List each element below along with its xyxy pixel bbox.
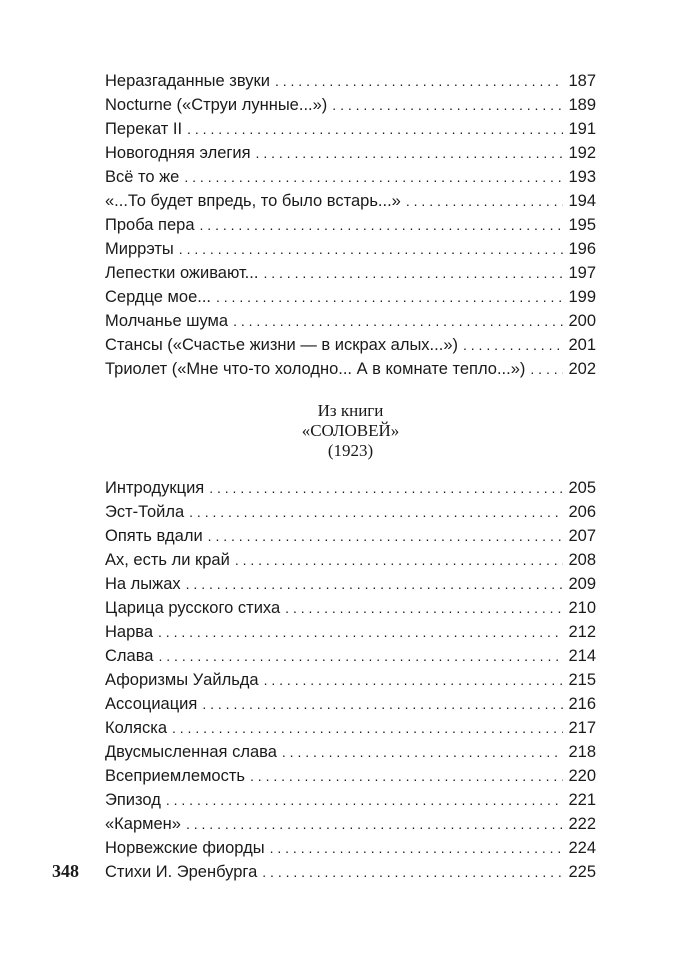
toc-entry (105, 836, 596, 860)
toc-entry-page: 222 (568, 815, 596, 833)
dot-leader (186, 572, 563, 596)
toc-entry-page: 208 (568, 551, 596, 569)
toc-entry-page: 220 (568, 767, 596, 785)
toc-entry-title: Новогодняя элегия (105, 144, 251, 162)
toc-entry-page: 205 (568, 479, 596, 497)
dot-leader (209, 476, 563, 500)
dot-leader (270, 836, 563, 860)
toc-entry-title: «Кармен» (105, 815, 181, 833)
toc-entry (105, 572, 596, 596)
dot-leader (172, 716, 563, 740)
toc-entry-title: Триолет («Мне что-то холодно... А в комнате тепло...») (105, 360, 526, 378)
toc-entry-title: Всеприемлемость (105, 767, 246, 785)
toc-entry-page: 200 (568, 312, 596, 330)
toc-entry (105, 237, 596, 261)
toc-entry-page: 214 (568, 647, 596, 665)
toc-entry-title: Миррэты (105, 240, 174, 258)
toc-entry (105, 812, 596, 836)
toc-entry-title: Nocturne («Струи лунные...») (105, 96, 328, 114)
dot-leader (530, 357, 563, 381)
toc-entry (105, 213, 596, 237)
dot-leader (187, 117, 563, 141)
toc-entry-title: Молчанье шума (105, 312, 229, 330)
dot-leader (250, 764, 563, 788)
toc-entry-title: Афоризмы Уайльда (105, 671, 259, 689)
toc-entry (105, 93, 596, 117)
toc-entry-title: Эст-Тойла (105, 503, 185, 521)
dot-leader (184, 165, 563, 189)
toc-entry (105, 69, 596, 93)
toc-entry (105, 500, 596, 524)
dot-leader (282, 740, 563, 764)
section-heading-line: Из книги (317, 401, 384, 420)
dot-leader (216, 285, 563, 309)
toc-entry-title: Ах, есть ли край (105, 551, 230, 569)
toc-entry-title: Двусмысленная слава (105, 743, 277, 761)
toc-entry-title: Проба пера (105, 216, 195, 234)
toc-entry (105, 285, 596, 309)
toc-entry-title: Норвежские фиорды (105, 839, 265, 857)
toc-entry-page: 224 (568, 839, 596, 857)
dot-leader (256, 141, 563, 165)
toc-list-bottom (105, 476, 596, 884)
dot-leader (158, 644, 563, 668)
toc-entry-title: Слава (105, 647, 154, 665)
toc-entry-title: Стихи И. Эренбурга (105, 863, 258, 881)
toc-entry (105, 740, 596, 764)
toc-entry (105, 860, 596, 884)
toc-entry-page: 193 (568, 168, 596, 186)
dot-leader (285, 596, 563, 620)
toc-entry (105, 357, 596, 381)
dot-leader (179, 237, 563, 261)
dot-leader (235, 548, 563, 572)
toc-entry-page: 218 (568, 743, 596, 761)
toc-entry-page: 212 (568, 623, 596, 641)
toc-entry (105, 117, 596, 141)
toc-entry-page: 195 (568, 216, 596, 234)
section-heading (105, 401, 596, 461)
toc-entry (105, 524, 596, 548)
dot-leader (189, 500, 563, 524)
toc-entry (105, 189, 596, 213)
dot-leader (264, 668, 563, 692)
dot-leader (166, 788, 563, 812)
toc-entry-title: Интродукция (105, 479, 205, 497)
toc-entry-page: 202 (568, 360, 596, 378)
toc-entry-title: Всё то же (105, 168, 180, 186)
dot-leader (233, 309, 563, 333)
toc-entry-title: Опять вдали (105, 527, 203, 545)
toc-entry-page: 196 (568, 240, 596, 258)
section-book-year: (1923) (327, 441, 374, 460)
toc-entry-title: «...То будет впредь, то было встарь...» (105, 192, 401, 210)
section-book-title: «СОЛОВЕЙ» (301, 421, 400, 440)
toc-entry-page: 189 (568, 96, 596, 114)
toc-entry-page: 191 (568, 120, 596, 138)
toc-entry (105, 692, 596, 716)
dot-leader (202, 692, 563, 716)
toc-entry (105, 261, 596, 285)
toc-entry-page: 209 (568, 575, 596, 593)
toc-entry-title: Ассоциация (105, 695, 198, 713)
toc-entry-page: 207 (568, 527, 596, 545)
toc-entry (105, 476, 596, 500)
toc-entry (105, 788, 596, 812)
toc-entry-page: 197 (568, 264, 596, 282)
dot-leader (186, 812, 563, 836)
toc-entry (105, 644, 596, 668)
toc-entry-title: Коляска (105, 719, 167, 737)
toc-entry-title: Царица русского стиха (105, 599, 281, 617)
toc-entry (105, 548, 596, 572)
toc-entry-page: 221 (568, 791, 596, 809)
dot-leader (332, 93, 563, 117)
toc-entry-page: 215 (568, 671, 596, 689)
toc-entry (105, 309, 596, 333)
toc-entry-title: Эпизод (105, 791, 161, 809)
toc-entry (105, 596, 596, 620)
toc-entry-title: Лепестки оживают... (105, 264, 259, 282)
toc-entry-page: 201 (568, 336, 596, 354)
toc-entry-page: 225 (568, 863, 596, 881)
toc-entry-title: Нарва (105, 623, 154, 641)
toc-list-top (105, 69, 596, 381)
toc-entry-title: Стансы («Счастье жизни — в искрах алых...») (105, 336, 458, 354)
toc-entry-title: Перекат II (105, 120, 183, 138)
page-number: 348 (52, 861, 79, 881)
dot-leader (275, 69, 563, 93)
toc-entry (105, 165, 596, 189)
dot-leader (263, 261, 563, 285)
toc-entry-title: Сердце мое... (105, 288, 211, 306)
toc-entry (105, 620, 596, 644)
toc-entry-title: На лыжах (105, 575, 181, 593)
dot-leader (406, 189, 563, 213)
toc-entry-page: 210 (568, 599, 596, 617)
toc-entry (105, 141, 596, 165)
toc-entry (105, 668, 596, 692)
toc-entry-page: 217 (568, 719, 596, 737)
toc-entry-page: 192 (568, 144, 596, 162)
toc-entry (105, 333, 596, 357)
toc-entry-title: Неразгаданные звуки (105, 72, 270, 90)
dot-leader (200, 213, 563, 237)
toc-entry-page: 206 (568, 503, 596, 521)
toc-entry-page: 199 (568, 288, 596, 306)
toc-entry (105, 716, 596, 740)
dot-leader (208, 524, 563, 548)
dot-leader (463, 333, 563, 357)
toc-entry-page: 216 (568, 695, 596, 713)
dot-leader (262, 860, 563, 884)
toc-entry-page: 187 (568, 72, 596, 90)
toc-entry-page: 194 (568, 192, 596, 210)
dot-leader (158, 620, 563, 644)
toc-entry (105, 764, 596, 788)
